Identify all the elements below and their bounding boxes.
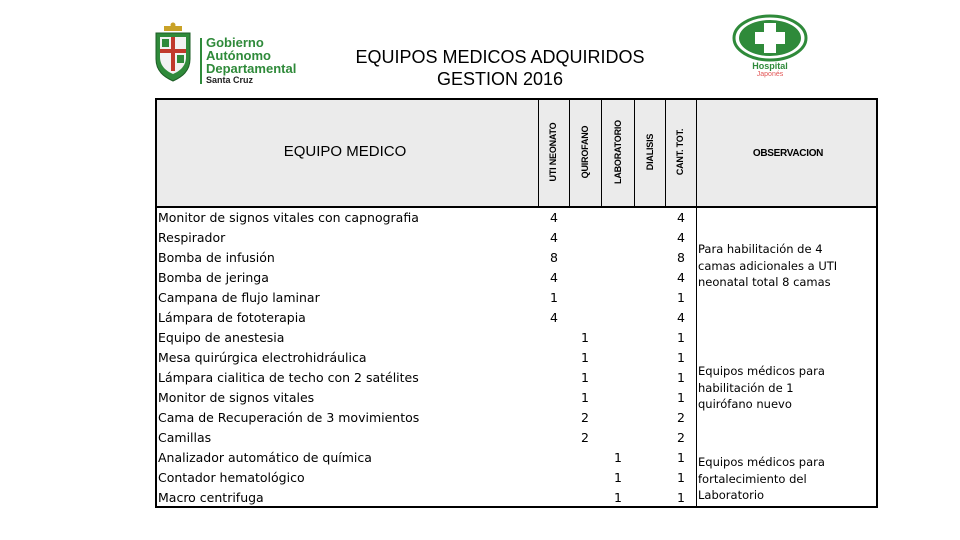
logo-divider xyxy=(200,38,202,84)
table-left-border xyxy=(155,98,157,508)
observation-line: Para habilitación de 4 xyxy=(698,242,823,256)
row-tot-value: 1 xyxy=(677,290,685,305)
col-divider-2 xyxy=(569,98,570,208)
row-equipment-name: Macro centrifuga xyxy=(158,490,264,505)
row-tot-value: 4 xyxy=(677,230,685,245)
row-equipment-name: Camillas xyxy=(158,430,212,445)
header-observacion: OBSERVACION xyxy=(752,148,824,159)
observation-line: neonatal total 8 camas xyxy=(698,275,831,289)
row-lab-value: 1 xyxy=(614,490,622,505)
gobierno-logo-text xyxy=(206,36,296,86)
row-equipment-name: Cama de Recuperación de 3 movimientos xyxy=(158,410,420,425)
hospital-logo-text xyxy=(728,62,812,79)
row-equipment-name: Equipo de anestesia xyxy=(158,330,285,345)
row-uti-value: 4 xyxy=(550,270,558,285)
header-bottom-border xyxy=(155,206,878,208)
logo-line-2: Autónomo xyxy=(206,48,271,63)
row-equipment-name: Lámpara cialitica de techo con 2 satélites xyxy=(158,370,419,385)
col-divider-obs xyxy=(696,98,697,508)
table-bottom-border xyxy=(155,506,878,508)
row-uti-value: 1 xyxy=(550,290,558,305)
hospital-cross-icon xyxy=(728,14,812,62)
row-tot-value: 4 xyxy=(677,270,685,285)
observation-line: quirófano nuevo xyxy=(698,397,792,411)
hospital-name: Hospital xyxy=(752,61,788,71)
row-equipment-name: Lámpara de fototerapia xyxy=(158,310,306,325)
observation-line: habilitación de 1 xyxy=(698,380,794,395)
row-tot-value: 1 xyxy=(677,350,685,365)
row-equipment-name: Bomba de jeringa xyxy=(158,270,269,285)
header-equipo-medico: EQUIPO MEDICO xyxy=(283,143,407,160)
observation-uti xyxy=(698,241,848,291)
title-line-2: GESTION 2016 xyxy=(436,69,564,89)
row-qui-value: 2 xyxy=(581,410,589,425)
row-tot-value: 2 xyxy=(677,430,685,445)
row-lab-value: 1 xyxy=(614,470,622,485)
row-tot-value: 1 xyxy=(677,490,685,505)
col-divider-1 xyxy=(538,98,539,208)
observation-laboratorio xyxy=(698,454,848,504)
page-title xyxy=(320,46,680,90)
row-equipment-name: Analizador automático de química xyxy=(158,450,372,465)
observation-line: camas adicionales a UTI xyxy=(698,258,838,273)
row-equipment-name: Monitor de signos vitales con capnografia xyxy=(158,210,419,225)
hospital-subtitle: Japonés xyxy=(756,71,784,78)
row-qui-value: 1 xyxy=(581,370,589,385)
observation-quirofano xyxy=(698,363,848,413)
row-tot-value: 1 xyxy=(677,470,685,485)
table-right-border xyxy=(876,98,878,508)
row-tot-value: 1 xyxy=(677,390,685,405)
row-equipment-name: Campana de flujo laminar xyxy=(158,290,320,305)
logo-line-3: Departamental xyxy=(206,61,297,76)
logo-subtitle: Santa Cruz xyxy=(206,75,254,85)
row-equipment-name: Mesa quirúrgica electrohidráulica xyxy=(158,350,367,365)
row-equipment-name: Bomba de infusión xyxy=(158,250,275,265)
coat-of-arms-icon xyxy=(152,22,194,84)
equipment-table: EQUIPO MEDICO UTI NEONATO QUIROFANO LABORATORIO DIALISIS CANT. TOT. OBSERVACION Monitor de signos vitales con capnografia 4 4 Respirador 4 4 Bomba de infusión 8 8 Bomba de jeringa 4 4 Campana de flujo laminar 1 1 Lámpara de fototerapia 4 4 Equipo de anestesia 1 1 Mesa quirúrgica electrohidráulica 1 1 Lámpara cialitica de techo con 2 satélites 1 1 Monitor de signos vitales 1 1 Cama de Recuperación de 3 movimientos 2 2 Camillas 2 2 Analizador automático de química 1 1 Contador hematológico 1 1 Macro centrifuga 1 1 Para habilitación de 4 camas adicionales a UTI neonatal total 8 camas Equipos médicos para habilitación de 1 quirófano nuevo Equipos médicos para fortalecimiento del Laboratorio xyxy=(155,98,878,508)
row-tot-value: 1 xyxy=(677,330,685,345)
col-divider-3 xyxy=(601,98,602,208)
gobierno-logo xyxy=(152,22,312,86)
table-top-border xyxy=(155,98,878,100)
row-qui-value: 1 xyxy=(581,330,589,345)
observation-line: Equipos médicos para xyxy=(698,455,825,469)
row-tot-value: 8 xyxy=(677,250,685,265)
row-tot-value: 2 xyxy=(677,410,685,425)
col-divider-4 xyxy=(634,98,635,208)
row-tot-value: 1 xyxy=(677,370,685,385)
observation-line: Laboratorio xyxy=(698,488,765,502)
title-line-1: EQUIPOS MEDICOS ADQUIRIDOS xyxy=(355,47,645,67)
row-qui-value: 1 xyxy=(581,390,589,405)
row-equipment-name: Respirador xyxy=(158,230,226,245)
row-qui-value: 2 xyxy=(581,430,589,445)
row-qui-value: 1 xyxy=(581,350,589,365)
row-uti-value: 8 xyxy=(550,250,558,265)
row-uti-value: 4 xyxy=(550,230,558,245)
row-lab-value: 1 xyxy=(614,450,622,465)
row-tot-value: 4 xyxy=(677,310,685,325)
row-tot-value: 4 xyxy=(677,210,685,225)
row-uti-value: 4 xyxy=(550,310,558,325)
observation-line: fortalecimiento del xyxy=(698,471,807,486)
logo-line-1: Gobierno xyxy=(206,35,264,50)
col-divider-5 xyxy=(665,98,666,208)
row-tot-value: 1 xyxy=(677,450,685,465)
row-equipment-name: Monitor de signos vitales xyxy=(158,390,315,405)
observation-line: Equipos médicos para xyxy=(698,364,825,378)
hospital-logo xyxy=(728,14,812,84)
row-uti-value: 4 xyxy=(550,210,558,225)
row-equipment-name: Contador hematológico xyxy=(158,470,305,485)
